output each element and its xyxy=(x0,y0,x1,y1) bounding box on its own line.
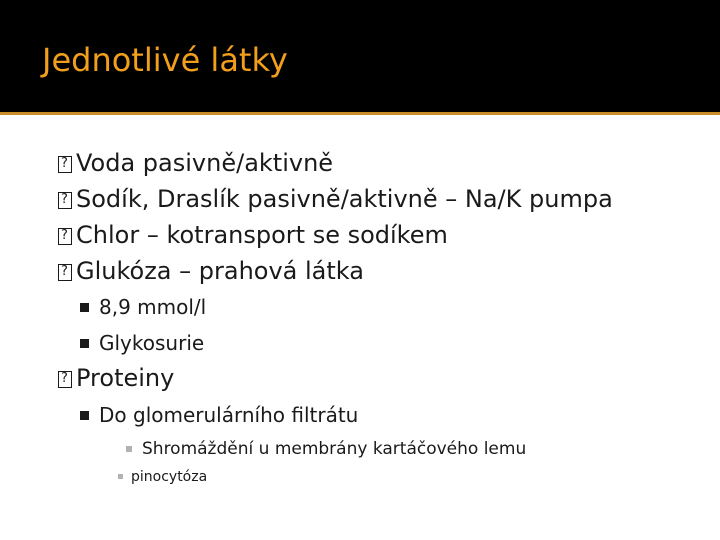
bullet-text: Shromáždění u membrány kartáčového lemu xyxy=(142,439,527,459)
bullet-text: Glukóza – prahová látka xyxy=(76,257,364,285)
sub-bullet-item xyxy=(80,333,204,353)
title-bar xyxy=(0,0,720,112)
bullet-text: Voda pasivně/aktivně xyxy=(76,149,334,177)
bullet-item xyxy=(58,259,364,283)
bullet-text: Glykosurie xyxy=(99,331,205,355)
bullet-text: Do glomerulárního filtrátu xyxy=(99,403,359,427)
bullet-text: Proteiny xyxy=(76,364,175,392)
missing-glyph-box-icon xyxy=(58,228,72,245)
bullet-item xyxy=(58,151,333,175)
bullet-text: pinocytóza xyxy=(131,469,208,485)
bullet-item xyxy=(58,366,174,390)
square-bullet-icon xyxy=(80,303,89,312)
sub-bullet-item xyxy=(80,405,358,425)
bullet-text: Sodík, Draslík pasivně/aktivně – Na/K pumpa xyxy=(76,185,613,213)
square-bullet-icon xyxy=(80,411,89,420)
missing-glyph-box-icon xyxy=(58,156,72,173)
sub-sub-bullet-item xyxy=(126,441,526,458)
bullet-text: 8,9 mmol/l xyxy=(99,295,207,319)
square-bullet-icon xyxy=(80,339,89,348)
missing-glyph-box-icon xyxy=(58,192,72,209)
missing-glyph-box-icon xyxy=(58,371,72,388)
bullet-text: Chlor – kotransport se sodíkem xyxy=(76,221,448,249)
missing-glyph-box-icon xyxy=(58,264,72,281)
slide-title: Jednotlivé látky xyxy=(42,41,288,79)
sub-bullet-item xyxy=(80,297,206,317)
small-square-bullet-icon xyxy=(118,474,123,479)
title-divider xyxy=(0,112,720,115)
bullet-item xyxy=(58,187,613,211)
bullet-item xyxy=(58,223,448,247)
small-square-bullet-icon xyxy=(126,446,132,452)
sub-sub-sub-bullet-item xyxy=(118,470,207,484)
